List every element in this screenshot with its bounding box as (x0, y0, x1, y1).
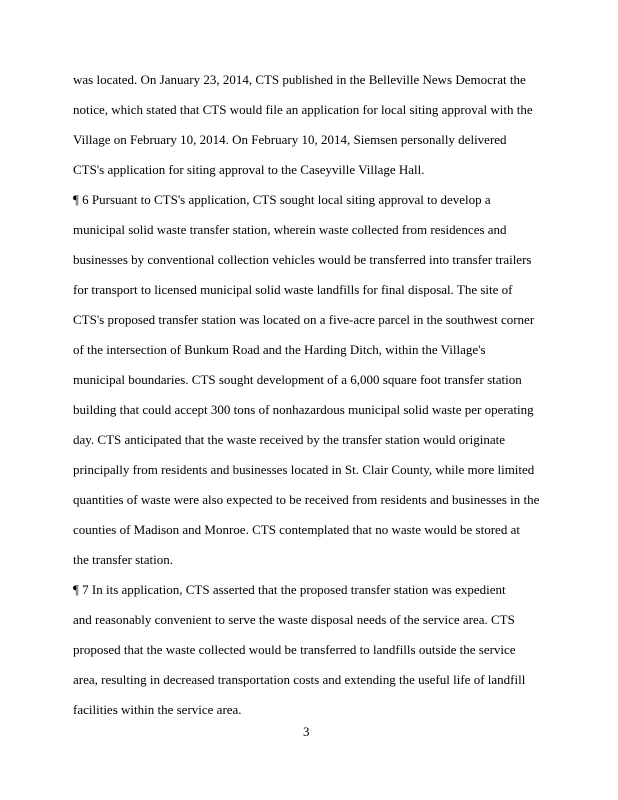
text-line-16: counties of Madison and Monroe. CTS contemplated that no waste would be stored at (73, 522, 520, 537)
text-line-15: quantities of waste were also expected to be received from residents and businesses in the (73, 492, 540, 507)
text-line-6: municipal solid waste transfer station, wherein waste collected from residences and (73, 222, 507, 237)
text-line-14: principally from residents and businesses located in St. Clair County, while more limited (73, 462, 535, 477)
paragraph-7-start: ¶ 7 In its application, CTS asserted that the proposed transfer station was expedient (73, 582, 506, 597)
text-line-1: was located. On January 23, 2014, CTS published in the Belleville News Democrat the (73, 72, 526, 87)
text-line-10: of the intersection of Bunkum Road and the Harding Ditch, within the Village's (73, 342, 486, 357)
text-line-2: notice, which stated that CTS would file an application for local siting approval with the (73, 102, 533, 117)
text-line-3: Village on February 10, 2014. On February 10, 2014, Siemsen personally delivered (73, 132, 507, 147)
text-line-17: the transfer station. (73, 552, 173, 567)
text-line-22: facilities within the service area. (73, 702, 242, 717)
text-line-21: area, resulting in decreased transportation costs and extending the useful life of landfill (73, 672, 526, 687)
text-line-9: CTS's proposed transfer station was located on a five-acre parcel in the southwest corner (73, 312, 535, 327)
text-line-19: and reasonably convenient to serve the waste disposal needs of the service area. CTS (73, 612, 515, 627)
text-line-20: proposed that the waste collected would be transferred to landfills outside the service (73, 642, 516, 657)
text-line-11: municipal boundaries. CTS sought development of a 6,000 square foot transfer station (73, 372, 522, 387)
text-line-7: businesses by conventional collection vehicles would be transferred into transfer trailers (73, 252, 532, 267)
page-number: 3 (303, 724, 310, 739)
text-line-12: building that could accept 300 tons of nonhazardous municipal solid waste per operating (73, 402, 534, 417)
paragraph-6-start: ¶ 6 Pursuant to CTS's application, CTS sought local siting approval to develop a (73, 192, 491, 207)
text-line-13: day. CTS anticipated that the waste received by the transfer station would originate (73, 432, 505, 447)
text-line-8: for transport to licensed municipal solid waste landfills for final disposal. The site of (73, 282, 513, 297)
text-line-4: CTS's application for siting approval to the Caseyville Village Hall. (73, 162, 425, 177)
